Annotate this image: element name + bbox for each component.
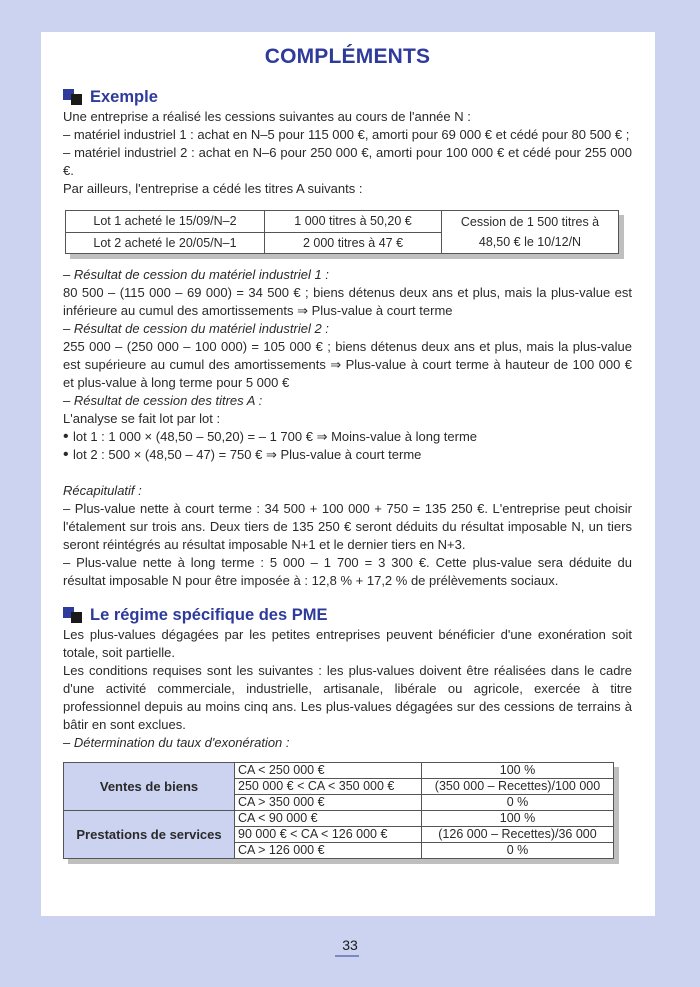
cession-cell: Cession de 1 500 titres à 48,50 € le 10/12/N — [442, 211, 619, 254]
diamond-bullet-icon: • — [63, 428, 69, 445]
determination-title: – Détermination du taux d'exonération : — [63, 735, 290, 750]
prestations-category: Prestations de services — [64, 811, 235, 859]
lot2-qty: 2 000 titres à 47 € — [265, 232, 442, 254]
exoneration-table — [63, 762, 614, 859]
recap-short-term: – Plus-value nette à court terme : 34 500 + 100 000 + 750 = 135 250 €. L'entreprise peut choisir l'étalement sur trois ans. Deux tiers de 135 250 € seront déduits du résultat imposable N, un tiers seront réintégrés au résultat imposable N+1 et le dernier tiers en N+3. — [63, 501, 632, 552]
res2-title: – Résultat de cession du matériel industriel 2 : — [63, 321, 329, 336]
table-row — [64, 763, 614, 779]
page-title: COMPLÉMENTS — [264, 45, 431, 68]
res1-text: 80 500 – (115 000 – 69 000) = 34 500 € ; biens détenus deux ans et plus, mais la plus-value est inférieure au cumul des amortissements ⇒ Plus-value à court terme — [63, 285, 632, 318]
rate-cell: (350 000 – Recettes)/100 000 — [422, 779, 614, 795]
pme-para-2: Les conditions requises sont les suivantes : les plus-values doivent être réalisées dans le cadre d'une activité commerciale, industrielle, artisanale, libérale ou agricole, exercée à titre professionnel depuis au moins cinq ans. Les plus-values dégagées sur des cessions de terrains à bâtir en sont exclues. — [63, 663, 632, 732]
recap-title: Récapitulatif : — [63, 483, 142, 498]
lot2-label: Lot 2 acheté le 20/05/N–1 — [66, 232, 265, 254]
condition-cell: CA > 126 000 € — [235, 843, 422, 859]
lot1-calc: lot 1 : 1 000 × (48,50 – 50,20) = – 1 700 € ⇒ Moins-value à long terme — [73, 429, 478, 444]
titres-table — [65, 210, 619, 254]
rate-cell: 100 % — [422, 763, 614, 779]
rate-cell: 0 % — [422, 795, 614, 811]
list-item — [63, 446, 632, 464]
page-content — [63, 32, 632, 859]
condition-cell: 90 000 € < CA < 126 000 € — [235, 827, 422, 843]
ventes-category: Ventes de biens — [64, 763, 235, 811]
rate-cell: 100 % — [422, 811, 614, 827]
item-materiel-1: – matériel industriel 1 : achat en N–5 pour 115 000 €, amorti pour 69 000 € et cédé pour 80 500 € ; — [63, 127, 630, 142]
res2-text: 255 000 – (250 000 – 100 000) = 105 000 € ; biens détenus deux ans et plus, mais la plus-value est supérieure au cumul des amortissements ⇒ Plus-value à court terme à hauteur de 100 000 € et plus-value à long terme pour 5 000 € — [63, 339, 632, 390]
condition-cell: 250 000 € < CA < 350 000 € — [235, 779, 422, 795]
item-materiel-2: – matériel industriel 2 : achat en N–6 pour 250 000 €, amorti pour 100 000 € et cédé pour 255 000 €. — [63, 145, 632, 178]
lot2-calc: lot 2 : 500 × (48,50 – 47) = 750 € ⇒ Plus-value à court terme — [73, 447, 422, 462]
lot1-qty: 1 000 titres à 50,20 € — [265, 211, 442, 233]
condition-cell: CA > 350 000 € — [235, 795, 422, 811]
diamond-bullet-icon: • — [63, 446, 69, 463]
section-heading-exemple — [63, 86, 632, 108]
page-number: 33 — [342, 937, 358, 953]
titres-intro: Par ailleurs, l'entreprise a cédé les titres A suivants : — [63, 181, 363, 196]
res3-text: L'analyse se fait lot par lot : — [63, 411, 221, 426]
page-sheet — [41, 32, 655, 916]
table-row — [66, 211, 619, 233]
section-title: Le régime spécifique des PME — [90, 605, 328, 624]
recap-long-term: – Plus-value nette à long terme : 5 000 – 1 700 = 3 300 €. Cette plus-value sera déduite du résultat imposable N pour être imposée à : 12,8 % + 17,2 % de prélèvements sociaux. — [63, 555, 632, 588]
condition-cell: CA < 250 000 € — [235, 763, 422, 779]
rate-cell: 0 % — [422, 843, 614, 859]
intro-text: Une entreprise a réalisé les cessions suivantes au cours de l'année N : — [63, 109, 471, 124]
results-block — [63, 266, 632, 590]
table-row — [64, 811, 614, 827]
res1-title: – Résultat de cession du matériel industriel 1 : — [63, 267, 329, 282]
list-item — [63, 428, 632, 446]
pme-para-1: Les plus-values dégagées par les petites entreprises peuvent bénéficier d'une exonération soit totale, soit partielle. — [63, 627, 632, 660]
section-title: Exemple — [90, 87, 158, 106]
page-number-underline — [335, 955, 359, 957]
condition-cell: CA < 90 000 € — [235, 811, 422, 827]
rate-cell: (126 000 – Recettes)/36 000 — [422, 827, 614, 843]
squares-bullet-icon — [63, 89, 83, 105]
res3-title: – Résultat de cession des titres A : — [63, 393, 263, 408]
section-heading-pme — [63, 604, 632, 626]
lot1-label: Lot 1 acheté le 15/09/N–2 — [66, 211, 265, 233]
squares-bullet-icon — [63, 607, 83, 623]
